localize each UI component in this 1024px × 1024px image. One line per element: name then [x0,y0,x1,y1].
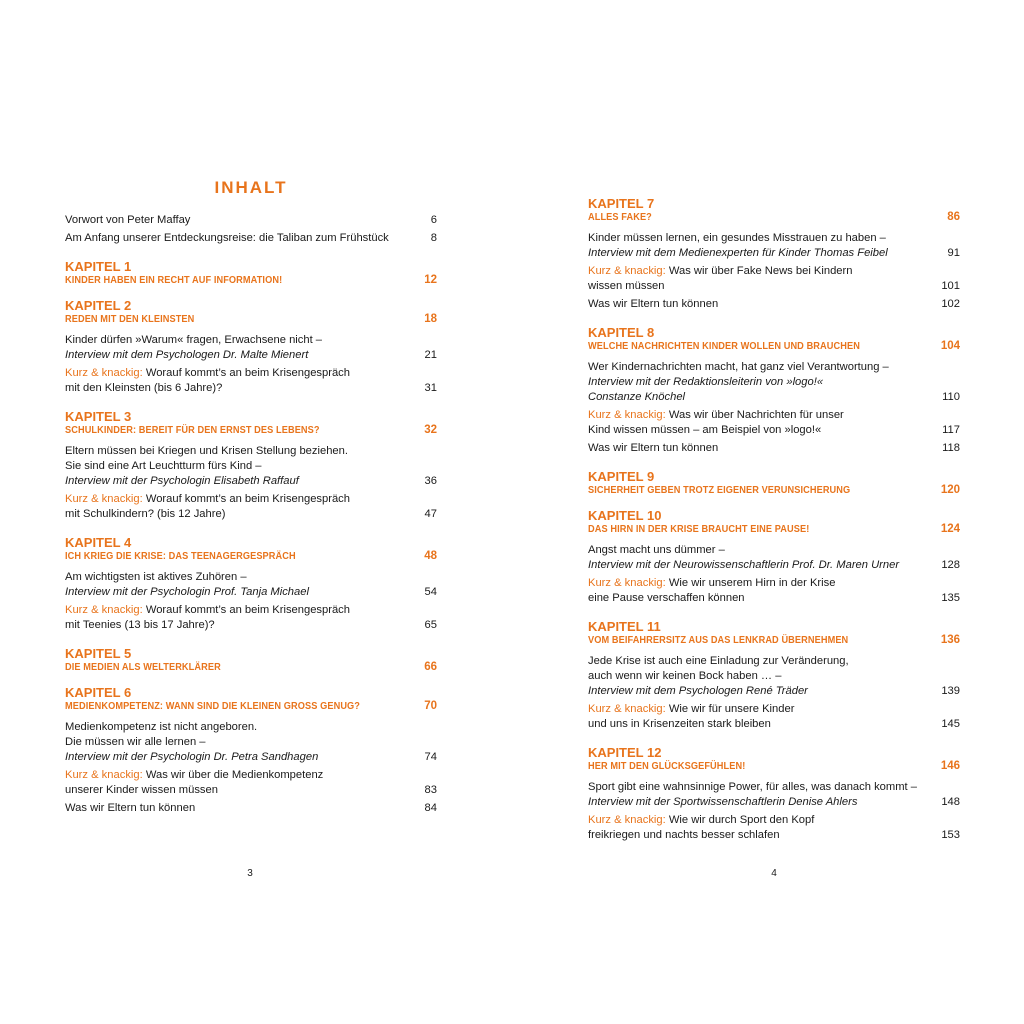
entry-text [588,543,940,573]
toc-entry [65,231,437,246]
entry-text [588,780,940,810]
entry-text [65,492,417,522]
entry-line [65,474,409,489]
kurz-knackig-label: Kurz & knackig: [65,493,143,505]
chapter-page-number: 12 [424,274,437,286]
entry-line [65,231,409,246]
entry-line-text: Interview mit der Psychologin Elisabeth Raffauf [65,475,299,487]
spacer [65,246,437,249]
chapter-row [65,661,437,675]
entry-line [588,576,932,591]
chapter-row [588,340,960,354]
entry-page-number: 83 [424,784,437,796]
entry-line [588,558,932,573]
toc-list-right [588,186,960,846]
toc-entry [588,813,960,843]
chapter-heading: KINDER HABEN EIN RECHT AUF INFORMATION! [65,275,283,286]
chapter-heading: MEDIENKOMPETENZ: WANN SIND DIE KLEINEN GROSS GENUG? [65,701,361,712]
entry-line-text: Interview mit der Neurowissenschaftlerin Prof. Dr. Maren Urner [588,559,900,571]
spacer [65,396,437,399]
entry-line [65,570,409,585]
chapter-row [65,424,437,438]
chapter-number: KAPITEL 11 [588,619,661,634]
entry-line-text: Eltern müssen bei Kriegen und Krisen Stellung beziehen. [65,445,348,457]
chapter-page-number: 146 [940,760,960,772]
kurz-knackig-label: Kurz & knackig: [588,703,666,715]
entry-text [65,213,417,228]
entry-line [588,441,932,456]
entry-line-text: und uns in Krisenzeiten stark bleiben [588,718,771,730]
entry-line-text: Wie wir durch Sport den Kopf [668,814,815,826]
entry-text [588,813,940,843]
chapter-block [65,535,437,564]
chapter-page-number: 104 [940,340,960,352]
entry-line-text: mit Teenies (13 bis 17 Jahre)? [65,619,215,631]
toc-entry [65,570,437,600]
chapter-heading: ICH KRIEG DIE KRISE: DAS TEENAGERGESPRÄCH [65,551,296,562]
entry-page-number: 139 [941,685,960,697]
entry-line-text: Am wichtigsten ist aktives Zuhören – [65,571,247,583]
chapter-page-number: 32 [424,424,437,436]
kurz-knackig-label: Kurz & knackig: [65,604,143,616]
entry-line-text: Constanze Knöchel [588,391,686,403]
chapter-number: KAPITEL 9 [588,469,655,484]
entry-line [65,801,409,816]
entry-line [65,507,409,522]
entry-line [65,720,409,735]
entry-page-number: 47 [424,508,437,520]
chapter-heading: WELCHE NACHRICHTEN KINDER WOLLEN UND BRAUCHEN [588,341,860,352]
entry-line-text: Wie wir unserem Hirn in der Krise [668,577,836,589]
entry-page-number: 21 [424,349,437,361]
chapter-page-number: 124 [940,523,960,535]
chapter-page-number: 66 [424,661,437,673]
toc-entry [65,444,437,489]
entry-line-text: Am Anfang unserer Entdeckungsreise: die Taliban zum Frühstück [65,232,389,244]
toc-entry [588,231,960,261]
chapter-block [588,469,960,498]
chapter-block [588,196,960,225]
entry-line-text: eine Pause verschaffen können [588,592,745,604]
toc-entry [65,720,437,765]
entry-line-text: Interview mit der Sportwissenschaftlerin Denise Ahlers [588,796,858,808]
entry-line [588,795,932,810]
chapter-heading: SICHERHEIT GEBEN TROTZ EIGENER VERUNSICHERUNG [588,485,851,496]
entry-line-text: Sport gibt eine wahnsinnige Power, für alles, was danach kommt – [588,781,917,793]
chapter-block [588,745,960,774]
entry-page-number: 6 [430,214,437,226]
entry-line [588,669,932,684]
entry-page-number: 102 [941,298,960,310]
entry-page-number: 8 [430,232,437,244]
chapter-row [588,484,960,498]
entry-text [588,408,940,438]
kurz-knackig-label: Kurz & knackig: [588,265,666,277]
chapter-row [65,700,437,714]
entry-line [588,423,932,438]
entry-line [588,375,932,390]
chapter-block [588,508,960,537]
toc-entry [65,603,437,633]
toc-entry [588,360,960,405]
entry-page-number: 54 [424,586,437,598]
spacer [65,633,437,636]
spacer [588,606,960,609]
chapter-row [588,634,960,648]
entry-text [65,603,417,633]
spacer [65,816,437,819]
chapter-number: KAPITEL 7 [588,196,655,211]
toc-entry [65,801,437,816]
entry-line-text: Interview mit dem Psychologen Dr. Malte Mienert [65,349,309,361]
chapter-row [588,760,960,774]
chapter-number: KAPITEL 6 [65,685,132,700]
kurz-knackig-label: Kurz & knackig: [65,769,143,781]
entry-page-number: 74 [424,751,437,763]
entry-page-number: 91 [947,247,960,259]
entry-page-number: 84 [424,802,437,814]
entry-text [588,576,940,606]
kurz-knackig-label: Kurz & knackig: [588,577,666,589]
entry-line-text: Was wir Eltern tun können [588,442,719,454]
spacer [65,522,437,525]
entry-line [65,750,409,765]
chapter-heading: HER MIT DEN GLÜCKSGEFÜHLEN! [588,761,746,772]
entry-line-text: Jede Krise ist auch eine Einladung zur Veränderung, [588,655,849,667]
entry-line [588,231,932,246]
entry-line-text: Die müssen wir alle lernen – [65,736,206,748]
spacer [588,312,960,315]
chapter-heading: VOM BEIFAHRERSITZ AUS DAS LENKRAD ÜBERNEHMEN [588,635,849,646]
entry-page-number: 128 [941,559,960,571]
toc-entry [588,408,960,438]
toc-title: INHALT [214,178,288,197]
entry-text [65,801,417,816]
entry-page-number: 148 [941,796,960,808]
chapter-row [65,274,437,288]
toc-entry [65,366,437,396]
chapter-number: KAPITEL 12 [588,745,662,760]
entry-line-text: auch wenn wir keinen Bock haben … – [588,670,782,682]
toc-entry [588,702,960,732]
chapter-heading: DAS HIRN IN DER KRISE BRAUCHT EINE PAUSE! [588,524,810,535]
entry-line [65,348,409,363]
entry-line-text: Interview mit der Redaktionsleiterin von »logo!« [588,376,824,388]
entry-text [588,441,940,456]
entry-line [65,783,409,798]
chapter-number: KAPITEL 5 [65,646,132,661]
spacer [588,456,960,459]
chapter-row [65,550,437,564]
entry-text [65,333,417,363]
entry-line [588,813,932,828]
entry-line [65,381,409,396]
entry-text [588,297,940,312]
entry-page-number: 117 [942,424,960,436]
entry-line [588,390,932,405]
entry-text [588,360,940,405]
entry-line-text: Worauf kommt’s an beim Krisengespräch [145,604,350,616]
chapter-heading: SCHULKINDER: BEREIT FÜR DEN ERNST DES LEBENS? [65,425,320,436]
entry-line-text: mit Schulkindern? (bis 12 Jahre) [65,508,226,520]
toc-entry [65,333,437,363]
chapter-block [65,298,437,327]
page-number-right: 4 [771,868,777,879]
toc-entry [588,441,960,456]
entry-text [588,264,940,294]
chapter-number: KAPITEL 8 [588,325,655,340]
entry-line-text: Kinder dürfen »Warum« fragen, Erwachsene nicht – [65,334,323,346]
chapter-block [65,259,437,288]
chapter-block [65,646,437,675]
entry-line-text: Interview mit der Psychologin Prof. Tanja Michael [65,586,309,598]
toc-entry [588,264,960,294]
toc-entry [65,213,437,228]
entry-line [588,828,932,843]
chapter-block [65,685,437,714]
entry-line [65,333,409,348]
entry-text [65,720,417,765]
entry-text [65,570,417,600]
chapter-number: KAPITEL 4 [65,535,132,550]
chapter-page-number: 86 [947,211,960,223]
entry-line [588,360,932,375]
entry-line-text: Kinder müssen lernen, ein gesundes Misstrauen zu haben – [588,232,886,244]
entry-line [588,246,932,261]
toc-entry [588,780,960,810]
entry-line [588,654,932,669]
entry-line [65,768,409,783]
entry-line [588,279,932,294]
entry-line-text: Interview mit dem Psychologen René Träder [588,685,808,697]
chapter-page-number: 48 [424,550,437,562]
chapter-page-number: 120 [940,484,960,496]
page-number-left: 3 [247,868,253,879]
entry-page-number: 153 [941,829,960,841]
entry-line-text: Worauf kommt’s an beim Krisengespräch [145,493,350,505]
kurz-knackig-label: Kurz & knackig: [65,367,143,379]
entry-line [65,492,409,507]
chapter-heading: DIE MEDIEN ALS WELTERKLÄRER [65,662,221,673]
kurz-knackig-label: Kurz & knackig: [588,409,666,421]
toc-list-left [65,213,437,819]
chapter-page-number: 70 [424,700,437,712]
entry-line-text: Interview mit dem Medienexperten für Kinder Thomas Feibel [588,247,888,259]
entry-line-text: Medienkompetenz ist nicht angeboren. [65,721,258,733]
entry-line [588,264,932,279]
entry-text [65,444,417,489]
entry-line [588,543,932,558]
entry-line [588,717,932,732]
entry-page-number: 36 [424,475,437,487]
chapter-number: KAPITEL 2 [65,298,132,313]
entry-line-text: mit den Kleinsten (bis 6 Jahre)? [65,382,223,394]
entry-page-number: 101 [941,280,960,292]
entry-line-text: wissen müssen [588,280,665,292]
entry-text [65,231,417,246]
chapter-row [588,523,960,537]
entry-page-number: 135 [941,592,960,604]
entry-line-text: freikriegen und nachts besser schlafen [588,829,780,841]
toc-entry [588,543,960,573]
entry-line-text: Was wir über die Medienkompetenz [145,769,324,781]
entry-page-number: 145 [941,718,960,730]
toc-entry [588,576,960,606]
entry-line-text: Vorwort von Peter Maffay [65,214,191,226]
toc-entry [65,768,437,798]
chapter-row [65,313,437,327]
entry-line-text: Kind wissen müssen – am Beispiel von »logo!« [588,424,822,436]
entry-line [65,618,409,633]
chapter-page-number: 136 [940,634,960,646]
entry-line-text: unserer Kinder wissen müssen [65,784,218,796]
entry-line [65,459,409,474]
entry-line [65,366,409,381]
chapter-number: KAPITEL 3 [65,409,132,424]
entry-line-text: Sie sind eine Art Leuchtturm fürs Kind – [65,460,262,472]
entry-line [65,585,409,600]
entry-line-text: Was wir über Nachrichten für unser [668,409,844,421]
entry-line [588,297,932,312]
entry-line [588,684,932,699]
entry-line-text: Was wir Eltern tun können [65,802,196,814]
toc-entry [588,654,960,699]
spacer [588,732,960,735]
chapter-page-number: 18 [424,313,437,325]
chapter-row [588,211,960,225]
entry-page-number: 118 [942,442,960,454]
entry-page-number: 110 [942,391,960,403]
entry-page-number: 65 [424,619,437,631]
entry-line-text: Worauf kommt’s an beim Krisengespräch [145,367,350,379]
entry-line-text: Was wir Eltern tun können [588,298,719,310]
entry-text [65,366,417,396]
chapter-number: KAPITEL 1 [65,259,132,274]
entry-text [588,231,940,261]
chapter-heading: ALLES FAKE? [588,212,652,223]
entry-line-text: Wie wir für unsere Kinder [668,703,795,715]
entry-line [588,780,932,795]
entry-line-text: Angst macht uns dümmer – [588,544,725,556]
entry-line [588,408,932,423]
entry-page-number: 31 [424,382,437,394]
entry-line [65,735,409,750]
spacer [588,843,960,846]
entry-text [588,654,940,699]
entry-line [65,603,409,618]
chapter-number: KAPITEL 10 [588,508,662,523]
entry-line [588,591,932,606]
chapter-block [588,619,960,648]
entry-text [588,702,940,732]
toc-entry [65,492,437,522]
toc-entry [588,297,960,312]
kurz-knackig-label: Kurz & knackig: [588,814,666,826]
chapter-block [65,409,437,438]
entry-line [588,702,932,717]
chapter-heading: REDEN MIT DEN KLEINSTEN [65,314,195,325]
entry-line-text: Was wir über Fake News bei Kindern [668,265,853,277]
entry-line [65,213,409,228]
chapter-block [588,325,960,354]
entry-text [65,768,417,798]
entry-line [65,444,409,459]
entry-line-text: Wer Kindernachrichten macht, hat ganz viel Verantwortung – [588,361,889,373]
entry-line-text: Interview mit der Psychologin Dr. Petra Sandhagen [65,751,319,763]
